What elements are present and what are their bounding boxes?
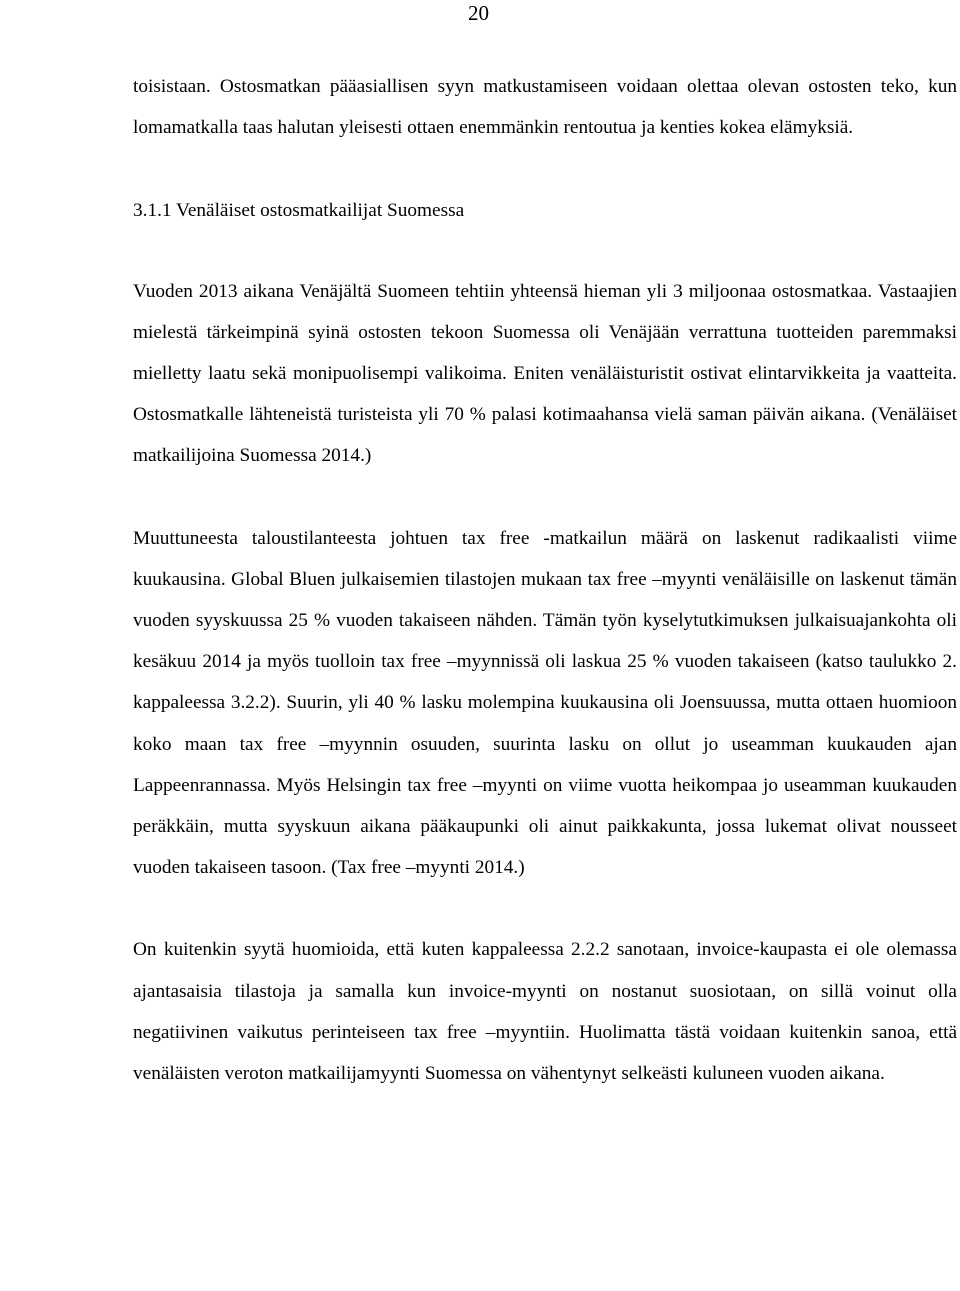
document-body [133,66,957,1094]
section-heading: 3.1.1 Venäläiset ostosmatkailijat Suomessa [133,200,465,222]
paragraph-russian-shoppers: Vuoden 2013 aikana Venäjältä Suomeen tehtiin yhteensä hieman yli 3 miljoonaa ostosmatkaa. Vastaajien mielestä tärkeimpinä syinä ostosten tekoon Suomessa oli Venäjään verrattuna tuotteiden paremmaksi mielletty laatu sekä monipuolisempi valikoima. Eniten venäläisturistit ostivat elintarvikkeita ja vaatteita. Ostosmatkalle lähteneistä turisteista yli 70 % palasi kotimaahansa vielä saman päivän aikana. (Venäläiset matkailijoina Suomessa 2014.) [133,280,957,467]
paragraph-invoice-sales: On kuitenkin syytä huomioida, että kuten kappaleessa 2.2.2 sanotaan, invoice-kaupasta ei ole olemassa ajantasaisia tilastoja ja samalla kun invoice-myynti on nostanut suosiotaan, on sillä voinut olla negatiivinen vaikutus perinteiseen tax free –myyntiin. Huolimatta tästä voidaan kuitenkin sanoa, että venäläisten veroton matkailijamyynti Suomessa on vähentynyt selkeästi kuluneen vuoden aikana. [133,939,957,1085]
paragraph-intro-continuation: toisistaan. Ostosmatkan pääasiallisen syyn matkustamiseen voidaan olettaa olevan ostosten teko, kun lomamatkalla taas halutan yleisesti ottaen enemmänkin rentoutua ja kenties kokea elämyksiä. [133,76,957,139]
paragraph-tax-free-decline: Muuttuneesta taloustilanteesta johtuen tax free -matkailun määrä on laskenut radikaalisti viime kuukausina. Global Bluen julkaisemien tilastojen mukaan tax free –myynti venäläisille on laskenut tämän vuoden syyskuussa 25 % vuoden takaiseen nähden. Tämän työn kyselytutkimuksen julkaisuajankohta oli kesäkuu 2014 ja myös tuolloin tax free –myynnissä oli laskua 25 % vuoden takaiseen (katso taulukko 2. kappaleessa 3.2.2). Suurin, yli 40 % lasku molempina kuukausina oli Joensuussa, mutta ottaen huomioon koko maan tax free –myynnin osuuden, suurinta lasku on ollut jo useamman kuukauden ajan Lappeenrannassa. Myös Helsingin tax free –myynti on viime vuotta heikompaa jo useamman kuukauden peräkkäin, mutta syyskuun aikana pääkaupunki oli ainut paikkakunta, jossa lukemat olivat nousseet vuoden takaiseen tasoon. (Tax free –myynti 2014.) [133,527,957,879]
page-number: 20 [468,1,489,25]
